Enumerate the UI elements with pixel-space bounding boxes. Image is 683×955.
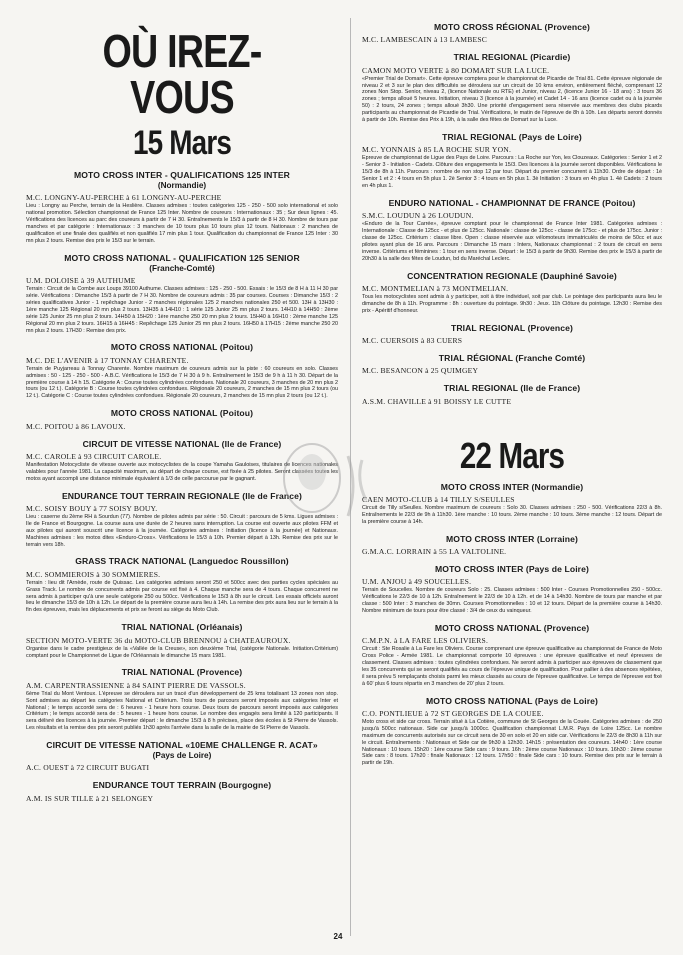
event-description: Tous les motocyclistes sont admis à y participer, soit à titre individuel, soit par club. Le pointage des participants aura lieu le dimanche de 8h à 11h. Programme : 8h : ouverture du pointage. 9h30 : Jeux. 11h Clôture du pointage. 12h30 : Remise des prix - Apéritif d'honneur. <box>362 293 662 314</box>
event-club: A.M. CARPENTRASSIENNE à 84 SAINT PIERRE DE VASSOLS. <box>26 680 246 690</box>
event-listing <box>26 622 338 659</box>
event-title: TRIAL REGIONAL (Ile de France) <box>443 383 581 394</box>
event-region: (Pays de Loire) <box>152 751 212 761</box>
event-description: Terrain : Circuit de la Combe aux Loups 39100 Authume. Classes admises : 125 - 250 - 500. Essais : le 15/3 de 8 H à 11 H 30 par série. Vérifications : Dimanche 15/3 à partir de 7 H 30. Nombre de coureurs admis : 35 par courses. Courses : Dimanche 15/3 : 2 séries qualificatives Junior - 1 repêchage Junior - 2 manches régionales 125 2 manches nationales 250 et 500. 13H à 13H30 : 1ère manche 125 Régional 20 mn plus 2 tours. 13H35 à 14H10 : 1 série 125 Junior 25 mn plus 2 tours. 14H10 à 14H50 : 2ème série 125 Junior 25 mn plus 2 tours. 14H50 à 15H20 : 1ère manche 250 20 mn plus 2 tours. 15H40 à 16H10 : 2ème manche 125 Régional 20 mn plus 2 tours. 16H15 à 16H45 : Repêchage 125 Junior 25 mn plus 2 tours. 16H50 à 17H15 : 2ème manche 250 20 mn plus 2 tours. 17H30 : Remise des prix. <box>26 286 338 334</box>
event-title: ENDURO NATIONAL - CHAMPIONNAT DE FRANCE (Poitou) <box>388 197 636 208</box>
event-title: CIRCUIT DE VITESSE NATIONAL (Ile de France) <box>82 438 282 449</box>
event-title: MOTO CROSS INTER - QUALIFICATIONS 125 INTER <box>74 170 290 180</box>
event-description: Manifestation Motocycliste de vitesse ouverte aux motocyclistes de la coupe Yamaha Gauloises, titulaires de licences nationales valables pour l'année 1981. La capacité maximum, au départ de chaque course, est fixée à 25 pilotes. Seront classées toutes les motos ayant accompli une distance minimale équivalent à 1/3 de celle parcourue par le gagnant. <box>26 461 338 482</box>
event-region: (Normandie) <box>157 181 207 191</box>
event-listing <box>362 271 662 315</box>
event-listing <box>26 342 338 400</box>
event-description: Terrain de Puyjarreau à Tonnay Charente. Nombre maximum de coureurs admis sur la piste : 60 coureurs en solo. Classes admises : 50 - 125 - 250 - 500 - A.B.C. Vérifications le 15/3 de 7 H 30 à 9 h. Entraînement le 15/3 de 9 h à 11 h 30. Départ de la première course à 14 h 15. Catégorie A : Course toutes cylindrées confondues. Nationale 20 coureurs, 3 manches de 20 mn plus 2 tours (ou 12 t.). Catégorie B : Course toutes cylindrées confondues. Régionale 20 coureurs, 2 manches de 15 mn plus 2 tours (ou 12 t.). Catégorie C : Course toutes cylindrées confondues. Régionale 20 coureurs, 2 manches de 15 mn plus 2 tours (ou 12 t.). <box>26 365 338 400</box>
event-club: M.C. POITOU à 86 LAVOUX. <box>26 421 126 431</box>
event-title: ENDURANCE TOUT TERRAIN REGIONALE (Ile de France) <box>61 490 303 501</box>
page-number: 24 <box>333 932 343 941</box>
event-club: M.C. SOISY BOUY à 77 SOISY BOUY. <box>26 503 158 513</box>
event-listing <box>26 408 338 430</box>
event-listing <box>26 170 338 245</box>
event-description: «Enduro de la Tour Carrée», épreuve comptant pour le championnat de France Inter 1981. Catégories admises : Internationale : Classe de 125cc - et plus de 125cc. Nationale : classe de 125cc - classe de 175cc - et plus de 175cc. Junior : classe de 125cc. Critérium : classe libre. Open : classe réservée aux vélomoteurs immatriculés de moins de 50cc et aux pilotes ayant plus de 16 ans. Parcours : Dimanche 15 mars : Inters, Nationaux championnat : 2 tours de circuit en sens inverse. Critériums et féminines : 1 tour en sens inverse. Départ : le 15/3 à partir de 9h30. Remise des prix le 15/3 à partir de 20h30 à la salle des fêtes de Loudun, bd du Maréchal Leclerc. <box>362 221 662 262</box>
event-title: MOTO CROSS NATIONAL (Poitou) <box>110 342 254 353</box>
event-listing <box>362 482 662 526</box>
event-listing <box>362 323 662 345</box>
event-description: Organise dans le cadre prestigieux de la «Vallée de la Creuse», son deuxième Trial, (catégorie Nationale. Initiation.Critérium) comptant pour le Championnet de Ligue de l'Orléannais le dimanche 15 mars 1981. <box>26 645 338 659</box>
event-title: MOTO CROSS NATIONAL (Pays de Loire) <box>425 695 599 706</box>
event-region: (Franche-Comté) <box>149 264 215 274</box>
event-title: MOTO CROSS NATIONAL (Poitou) <box>110 408 254 419</box>
date-heading-15-mars: 15 Mars <box>132 124 232 162</box>
event-description: Terrain : lieu dit l'Arnède, route de Quissac. Les catégories admises seront 250 et 500cc avec des parties cycles spéciales au Grass Track. Le nombre de concurrents admis par course est fixé à 4. Chaque manche sera de 4 tours. Chaque concurrent ne sera admis à participer qu'à une seule catégorie 250 ou 500cc. Vérifications le 15/3 à 8h sur le circuit. Les essais officiels auront lieu le dimanche 15/3 de 10h à 12h. Le départ de la première course aura lieu à 14h. La remise des prix aura lieu sur le terrain à la fin des épreuves, mais les déplacements et prix se feront au siège du Moto Club. <box>26 579 338 614</box>
page-title: OÙ IREZ-VOUS <box>102 25 262 123</box>
event-club: M.C. CAROLE à 93 CIRCUIT CAROLE. <box>26 451 162 461</box>
event-listing <box>362 132 662 190</box>
event-title: TRIAL REGIONAL (Provence) <box>450 322 574 333</box>
event-club: M.C. LONGNY-AU-PERCHE à 61 LONGNY-AU-PERCHE <box>26 193 222 203</box>
event-listing <box>362 534 662 556</box>
event-club: M.C. SOMMIEROIS à 30 SOMMIERES. <box>26 569 161 579</box>
event-club: C.O. PONTLIEUE à 72 ST GEORGES DE LA COUEE. <box>362 708 544 718</box>
event-description: Lieu : caserne du 2ème RH à Sourdun (77). Nombre de pilotes admis par série : 50. Circuit : parcours de 5 kms. Ligues admises : Ile de France et Bourgogne. La course aura une durée de 2 heures sans interruption. La course est ouverte aux pilotes FFM et aux pilotes qui auront souscrit une licence à la journée. Catégories admises : Initiation (licence à la journée) et Nationaux. Machines admises : les motos dites «Enduro-Cross». Vérifications le 15/3 à 10h. Premier départ à 13h. Remise des prix sur le terrain vers 18h. <box>26 513 338 548</box>
event-description: Terrain de Soucelles. Nombre de coureurs Solo : 25. Classes admises : 500 Inter - Courses Promotionnelles 250 - 500cc. Vérifications le 22/3 de 10 à 12h. Entraînement le 22/3 de 10 à 12h. et de 14 à 14h30. Nombre de tours par manche et par classe : 500 Inter : 3 manches de 30mn. Courses Promotionnelles : 10 et 12 tours. Départ de la première course à 14h30. Nombre minimum de tours pour être classé : 3/4 de ceux du vainqueur. <box>362 587 662 614</box>
event-listing <box>362 52 662 124</box>
event-listing <box>26 253 338 335</box>
event-listing <box>362 696 662 768</box>
event-club: A.C. OUEST à 72 CIRCUIT BUGATI <box>26 763 150 773</box>
event-title: TRIAL REGIONAL (Picardie) <box>453 52 571 63</box>
event-listing <box>362 198 662 263</box>
date-heading-22-mars: 22 Mars <box>459 434 565 476</box>
event-club: C.M.P.N. à LA FARE LES OLIVIERS. <box>362 636 489 646</box>
event-description: Lieu : Longny au Perche, terrain de la Heslière. Classes admises : toutes catégories 125 - 250 - 500 solo international et solo national promotion. Sélection championnat de France 125 Inter. Nombre de coureurs : Internationaux : 35 ; Sur deux lignes : 45. Vérifications des licences au parc des coureurs à partir de 7 H 30. Entraînements le 15/3 à partir de 8 H 30. Nombre de tours par manches et par catégorie : Internationaux : 3 manches de 10 tours plus 10 tours plus 12 tours. Nationaux : 2 manches de qualification et une finale des qualifiés et non qualifiés 17 min plus 1 tour. Qualification du championnat de France 125 Inter : 30 mn plus 2 tours. Remise des prix le 15/3 sur le terrain. <box>26 203 338 244</box>
event-club: CAEN MOTO-CLUB à 14 TILLY S/SEULLES <box>362 494 515 504</box>
event-listing <box>362 22 662 44</box>
event-title: MOTO CROSS NATIONAL - QUALIFICATION 125 SENIOR <box>64 252 300 263</box>
event-club: G.M.A.C. LORRAIN à 55 LA VALTOLINE. <box>362 546 507 556</box>
event-club: M.C. BESANCON à 25 QUIMGEY <box>362 366 479 376</box>
event-title: TRIAL REGIONAL (Pays de Loire) <box>442 131 582 142</box>
event-club: M.C. LAMBESCAIN à 13 LAMBESC <box>362 35 488 45</box>
event-title: TRIAL NATIONAL (Orléanais) <box>121 622 243 633</box>
event-club: U.M. DOLOISE à 39 AUTHUME <box>26 276 136 286</box>
event-description: Moto cross et side car cross. Terrain situé à La Cotière, commune de St Georges de la Couée. Catégories admises : de 250 jusqu'à 500cc nationaux. Side car jusqu'à 1000cc. Qualification championnat L.M.R. Pays de Loire 125cc. Le nombre maximum de concurrents autorisés sur ce circuit sera de 30 en solo et 20 en side car. Vérifications le 22/3 de 8h30 à 11h sur le circuit. Entraînements : Nationaux et Side car de 9h30 à 12h30. 14h15 : présentation des coureurs. 14h40 : 1ère course Nationaux : 10 tours. 15h20 : 1ère course Side cars : 9 tours. 16h : 2ème course Nationaux : 10 tours. 16h30 : 2ème course Side cars : 8 tours. 17h20 : finale Nationaux : 12 tours. 17h50 : finale Side cars : 10 tours. Remise des prix sur le terrain à partir de 19h. <box>362 718 662 767</box>
right-column <box>362 14 662 771</box>
event-description: Circuit de Tilly s/Seulles. Nombre maximum de coureurs : Solo 30. Classes admises : 250 - 500. Vérifications 22/3 à 8h. Entraînements le 22/3 de 9h à 11h30. 1ère manche : 10 tours. 2ème manche : 10 tours. 3ème manche : 12 tours. Départ de la première course à 14h. <box>362 504 662 525</box>
event-title: TRIAL RÉGIONAL (Franche Comté) <box>438 352 586 363</box>
event-club: S.M.C. LOUDUN à 26 LOUDUN. <box>362 211 474 221</box>
event-title: MOTO CROSS INTER (Lorraine) <box>446 533 578 544</box>
event-club: M.C. CUERSOIS à 83 CUERS <box>362 335 463 345</box>
event-description: 6ème Trial du Mont Ventoux. L'épreuve se déroulera sur un tracé d'un développement de 25 kms totalisant 13 zones non stop. Sont admises au départ les catégories National et Critérium. Trois tours de parcours seront imposés aux catégories Inter et National ; le temps accordé sera de : 6 heures - 1 heure hors course. Deux tours de parcours seront imposés aux catégories Critérium ; le temps accordé sera de : 5 heures - 1 heure hors course. Le nombre des engagés sera limité à 120 participants. Il sera délivré des licences à la journée. Premier départ : le dimanche 15/3 à 8 h précises, place des écoles à St Pierre de Vassols. Les résultats et la remise des prix seront publiés 1h30 après l'arrivée dans la salle de la mairie de St Pierre de Vassols. <box>26 690 338 732</box>
event-listing <box>362 623 662 688</box>
left-column <box>26 14 338 807</box>
event-listing <box>362 383 662 405</box>
event-listing <box>362 353 662 375</box>
event-title: MOTO CROSS INTER (Pays de Loire) <box>435 563 589 574</box>
event-title: CIRCUIT DE VITESSE NATIONAL «10EME CHALLENGE R. ACAT» <box>46 740 318 751</box>
event-listing <box>26 740 338 772</box>
event-title: MOTO CROSS INTER (Normandie) <box>440 481 584 492</box>
event-listing <box>26 780 338 802</box>
event-title: TRIAL NATIONAL (Provence) <box>121 667 243 678</box>
event-title: ENDURANCE TOUT TERRAIN (Bourgogne) <box>92 780 272 791</box>
event-title: MOTO CROSS RÉGIONAL (Provence) <box>434 22 590 32</box>
event-club: M.C. MONTMELIAN à 73 MONTMELIAN. <box>362 283 509 293</box>
event-club: M.C. YONNAIS à 85 LA ROCHE SUR YON. <box>362 145 512 155</box>
event-listing <box>26 667 338 732</box>
event-club: CAMON MOTO VERTE à 80 DOMART SUR LA LUCE. <box>362 65 550 75</box>
event-title: GRASS TRACK NATIONAL (Languedoc Roussillon) <box>75 556 289 567</box>
event-title: CONCENTRATION REGIONALE (Dauphiné Savoie) <box>407 270 617 281</box>
event-club: M.C. DE L'AVENIR à 17 TONNAY CHARENTE. <box>26 355 189 365</box>
event-description: Epreuve de championnat de Ligue des Pays de Loire. Parcours : La Roche sur Yon, les Clouzeaux. Catégories : Senior 1 et 2 - Senior 3 - Initiation - Cadets. Clôture des engagements le 15/3. Des licences à la journée seront disponibles. Vérifications le 15/3 de 8h à 11h. Parcours : nombre de non stop 12 par tour. Départ du premier concurrent à 11h30. Ordre de départ : 1è Senior 1 et 2 : 4 tours en 5h plus 1. 2è Senior 3 : 4 tours en 5h plus 1. 3è Initiation : 3 tours en 4h plus 1. 4è Cadets : 2 tours en 4h plus 1. <box>362 155 662 189</box>
event-title: MOTO CROSS NATIONAL (Provence) <box>434 622 590 633</box>
event-listing <box>362 564 662 615</box>
event-description: Circuit : Ste Rosalie à La Fare les Oliviers. Course comprenant une épreuve qualificative au championnat de France de Moto Cross Police - Armée 1981. Le championnat comporte 10 épreuves : une épreuve qualificative et neuf épreuves de classement. Classes admises : toutes cylindrées confondues. Ne seront admis à participer aux épreuves de classement que les 35 concurrents qui se seront qualifiés au cours de l'épreuve unique de qualification. Pour pallier à des absences répétées, il sera prévu 5 remplaçants choisis parmi les mieux classés au cours de l'épreuve qualificative. Le temps de l'épreuve est fixé à 60' plus 6 tours répartis en 3 manches de 20' plus 2 tours. <box>362 646 662 687</box>
event-club: A.M. IS SUR TILLE à 21 SELONGEY <box>26 793 154 803</box>
event-club: A.S.M. CHAVILLE à 91 BOISSY LE CUTTE <box>362 396 512 406</box>
right-event-list-15-mars <box>362 22 662 406</box>
event-club: U.M. ANJOU à 49 SOUCELLES. <box>362 577 472 587</box>
event-club: SECTION MOTO-VERTE 36 du MOTO-CLUB BRENNOU à CHATEAUROUX. <box>26 635 291 645</box>
event-listing <box>26 556 338 614</box>
event-description: «Premier Trial de Domart». Cette épreuve comptera pour le championnat de Picardie de Trial 81. Cette épreuve régionale de niveau 2 et 3 sur le plan des difficultés se déroulera sur un circuit de 10 kms environ, entièrement fléché, comprenant 12 zones Non Stop. Senior, niveau 2, (licence Nationale ou RTE) et Junior, niveau 2, (licence Junior 16 - 18 ans) : 3 tours 36 zones ; temps alloué 5 heures. Initiation, niveau 3 (licence à la journée) et Cadet 14 - 16 ans (licence cadet ou à la journée 50) : 2 tours, 24 zones ; temps alloué 3h30. Une priorité d'engagement sera réservée aux membres des clubs picards participants au championnat de Picardie de Trial. Vérifications, le matin de l'épreuve de 8h à 10h. Les départs seront donnés à partir de 10h. Remise des Prix à 19h, à la salle des fêtes de Domart sur la Luce. <box>362 75 662 124</box>
right-event-list-22-mars <box>362 482 662 768</box>
